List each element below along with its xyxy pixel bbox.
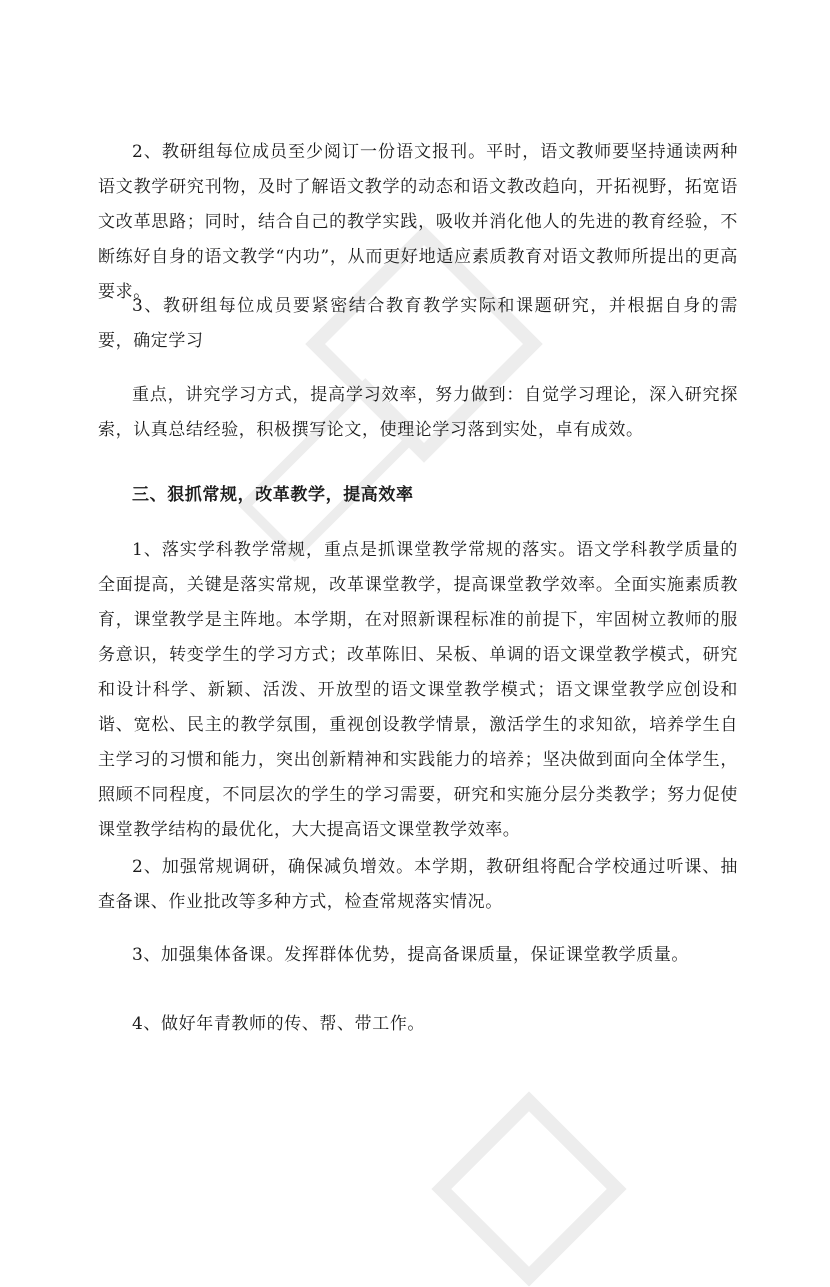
paragraph-teaching-routine: 1、落实学科教学常规，重点是抓课堂教学常规的落实。语文学科教学质量的全面提高，关键是落实常规，改革课堂教学，提高课堂教学效率。全面实施素质教育，课堂教学是主阵地。本学期，在对照新课程标准的前提下，牢固树立教师的服务意识，转变学生的学习方式；改革陈旧、呆板、单调的语文课堂教学模式，研究和设计科学、新颖、活泼、开放型的语文课堂教学模式；语文课堂教学应创设和谐、宽松、民主的教学氛围，重视创设教学情景，激活学生的求知欲，培养学生自主学习的习惯和能力，突出创新精神和实践能力的培养；坚决做到面向全体学生，照顾不同程度，不同层次的学生的学习需要，研究和实施分层分类教学；努力促使课堂教学结构的最优化，大大提高语文课堂教学效率。 xyxy=(98,540,738,840)
paragraph-study-research: 3、教研组每位成员要紧密结合教育教学实际和课题研究，并根据自身的需要，确定学习 xyxy=(98,296,738,351)
section-heading-three: 三、狠抓常规，改革教学，提高效率 xyxy=(132,485,414,505)
paragraph-young-teachers: 4、做好年青教师的传、帮、带工作。 xyxy=(132,1014,426,1034)
paragraph-routine-research: 2、加强常规调研，确保减负增效。本学期，教研组将配合学校通过听课、抽查备课、作业批改等多种方式，检查常规落实情况。 xyxy=(98,857,738,912)
paragraph-group-lesson-prep: 3、加强集体备课。发挥群体优势，提高备课质量，保证课堂教学质量。 xyxy=(132,945,690,965)
paragraph-study-focus: 重点，讲究学习方式，提高学习效率，努力做到：自觉学习理论，深入研究探索，认真总结经验，积极撰写论文，使理论学习落到实处，卓有成效。 xyxy=(98,385,738,440)
paragraph-subscribe-journals: 2、教研组每位成员至少阅订一份语文报刊。平时，语文教师要坚持通读两种语文教学研究刊物，及时了解语文教学的动态和语文教改趋向，开拓视野，拓宽语文改革思路；同时，结合自己的教学实践，吸收并消化他人的先进的教育经验，不断练好自身的语文教学“内功”，从而更好地适应素质教育对语文教师所提出的更高要求。 xyxy=(98,142,738,302)
watermark-diamond-icon xyxy=(431,1091,626,1286)
watermark-bottom xyxy=(420,1110,620,1230)
